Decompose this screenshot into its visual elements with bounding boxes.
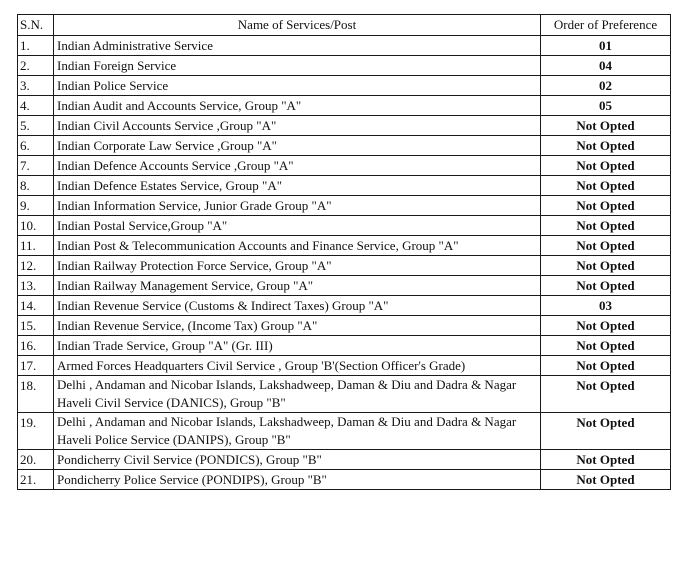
row-preference: Not Opted (541, 356, 671, 376)
table-row (18, 316, 671, 336)
row-service-name: Pondicherry Police Service (PONDIPS), Group "B" (54, 470, 541, 490)
row-serial-number: 5. (18, 116, 54, 136)
row-serial-number: 14. (18, 296, 54, 316)
row-serial-number: 12. (18, 256, 54, 276)
table-row (18, 36, 671, 56)
row-preference: 02 (541, 76, 671, 96)
row-service-name: Indian Civil Accounts Service ,Group "A" (54, 116, 541, 136)
row-serial-number: 16. (18, 336, 54, 356)
table-row (18, 256, 671, 276)
row-service-name: Indian Administrative Service (54, 36, 541, 56)
row-preference: Not Opted (541, 316, 671, 336)
table-row (18, 176, 671, 196)
row-serial-number: 7. (18, 156, 54, 176)
row-serial-number: 2. (18, 56, 54, 76)
row-service-name: Armed Forces Headquarters Civil Service , Group 'B'(Section Officer's Grade) (54, 356, 541, 376)
header-service-name: Name of Services/Post (54, 15, 541, 36)
row-serial-number: 13. (18, 276, 54, 296)
row-serial-number: 8. (18, 176, 54, 196)
row-service-name: Indian Post & Telecommunication Accounts and Finance Service, Group "A" (54, 236, 541, 256)
table-row (18, 236, 671, 256)
table-row (18, 96, 671, 116)
table-row (18, 156, 671, 176)
row-preference: Not Opted (541, 136, 671, 156)
row-preference: Not Opted (541, 116, 671, 136)
row-preference: Not Opted (541, 450, 671, 470)
table-row (18, 76, 671, 96)
row-serial-number: 20. (18, 450, 54, 470)
row-service-name: Indian Police Service (54, 76, 541, 96)
table-row (18, 450, 671, 470)
row-preference: Not Opted (541, 176, 671, 196)
table-header-row (18, 15, 671, 36)
table-row (18, 470, 671, 490)
row-service-name: Pondicherry Civil Service (PONDICS), Group "B" (54, 450, 541, 470)
row-service-name: Indian Revenue Service, (Income Tax) Group "A" (54, 316, 541, 336)
row-serial-number: 10. (18, 216, 54, 236)
row-service-name: Delhi , Andaman and Nicobar Islands, Lakshadweep, Daman & Diu and Dadra & Nagar Haveli Civil Service (DANICS), Group "B" (54, 376, 541, 413)
row-serial-number: 17. (18, 356, 54, 376)
row-serial-number: 21. (18, 470, 54, 490)
row-service-name: Indian Audit and Accounts Service, Group "A" (54, 96, 541, 116)
row-preference: Not Opted (541, 470, 671, 490)
table-row (18, 136, 671, 156)
row-preference: Not Opted (541, 196, 671, 216)
row-preference: Not Opted (541, 216, 671, 236)
row-preference: Not Opted (541, 376, 671, 413)
preference-document (17, 14, 670, 490)
row-preference: 04 (541, 56, 671, 76)
row-serial-number: 4. (18, 96, 54, 116)
row-serial-number: 3. (18, 76, 54, 96)
row-service-name: Delhi , Andaman and Nicobar Islands, Lakshadweep, Daman & Diu and Dadra & Nagar Haveli Police Service (DANIPS), Group "B" (54, 413, 541, 450)
row-service-name: Indian Revenue Service (Customs & Indirect Taxes) Group "A" (54, 296, 541, 316)
row-serial-number: 11. (18, 236, 54, 256)
row-preference: Not Opted (541, 156, 671, 176)
row-serial-number: 19. (18, 413, 54, 450)
row-service-name: Indian Trade Service, Group "A" (Gr. III) (54, 336, 541, 356)
row-service-name: Indian Postal Service,Group "A" (54, 216, 541, 236)
row-serial-number: 1. (18, 36, 54, 56)
row-service-name: Indian Railway Protection Force Service, Group "A" (54, 256, 541, 276)
table-row (18, 413, 671, 450)
row-preference: Not Opted (541, 336, 671, 356)
header-order-of-preference: Order of Preference (541, 15, 671, 36)
row-preference: Not Opted (541, 276, 671, 296)
table-row (18, 356, 671, 376)
row-preference: 03 (541, 296, 671, 316)
row-service-name: Indian Defence Estates Service, Group "A" (54, 176, 541, 196)
row-preference: 01 (541, 36, 671, 56)
row-service-name: Indian Railway Management Service, Group "A" (54, 276, 541, 296)
table-row (18, 116, 671, 136)
row-service-name: Indian Corporate Law Service ,Group "A" (54, 136, 541, 156)
row-serial-number: 18. (18, 376, 54, 413)
table-row (18, 296, 671, 316)
row-serial-number: 6. (18, 136, 54, 156)
row-preference: Not Opted (541, 413, 671, 450)
row-preference: Not Opted (541, 236, 671, 256)
row-serial-number: 9. (18, 196, 54, 216)
row-serial-number: 15. (18, 316, 54, 336)
row-preference: 05 (541, 96, 671, 116)
row-service-name: Indian Information Service, Junior Grade Group "A" (54, 196, 541, 216)
table-row (18, 196, 671, 216)
table-row (18, 376, 671, 413)
table-row (18, 216, 671, 236)
header-serial-number: S.N. (18, 15, 54, 36)
services-preference-table (17, 14, 671, 490)
table-row (18, 56, 671, 76)
row-service-name: Indian Defence Accounts Service ,Group "A" (54, 156, 541, 176)
table-row (18, 276, 671, 296)
row-service-name: Indian Foreign Service (54, 56, 541, 76)
row-preference: Not Opted (541, 256, 671, 276)
table-row (18, 336, 671, 356)
